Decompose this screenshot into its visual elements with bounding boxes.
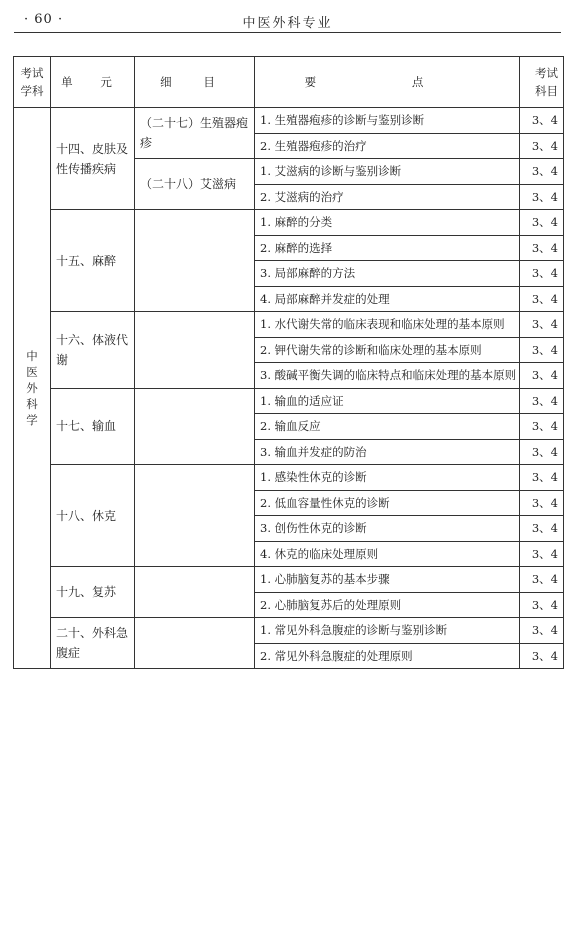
level-cell: 3、4 xyxy=(520,133,564,159)
point-cell: 4. 局部麻醉并发症的处理 xyxy=(255,286,520,312)
level-cell: 3、4 xyxy=(520,159,564,185)
level-cell: 3、4 xyxy=(520,516,564,542)
point-cell: 2. 钾代谢失常的诊断和临床处理的基本原则 xyxy=(255,337,520,363)
unit-cell: 十八、休克 xyxy=(51,465,135,567)
point-cell: 1. 麻醉的分类 xyxy=(255,210,520,236)
point-cell: 2. 常见外科急腹症的处理原则 xyxy=(255,643,520,669)
point-cell: 2. 麻醉的选择 xyxy=(255,235,520,261)
table-row xyxy=(14,312,564,338)
point-cell: 1. 输血的适应证 xyxy=(255,388,520,414)
point-cell: 1. 生殖器疱疹的诊断与鉴别诊断 xyxy=(255,108,520,134)
detail-cell xyxy=(135,388,255,465)
point-cell: 1. 常见外科急腹症的诊断与鉴别诊断 xyxy=(255,618,520,644)
point-cell: 2. 低血容量性休克的诊断 xyxy=(255,490,520,516)
level-cell: 3、4 xyxy=(520,363,564,389)
detail-cell: （二十七）生殖器疱疹 xyxy=(135,108,255,159)
level-cell: 3、4 xyxy=(520,388,564,414)
level-cell: 3、4 xyxy=(520,210,564,236)
unit-cell: 十六、体液代谢 xyxy=(51,312,135,389)
table-row xyxy=(14,465,564,491)
detail-cell xyxy=(135,618,255,669)
point-cell: 3. 局部麻醉的方法 xyxy=(255,261,520,287)
point-cell: 3. 酸碱平衡失调的临床特点和临床处理的基本原则 xyxy=(255,363,520,389)
unit-cell: 十九、复苏 xyxy=(51,567,135,618)
detail-cell: （二十八）艾滋病 xyxy=(135,159,255,210)
unit-cell: 十七、输血 xyxy=(51,388,135,465)
point-cell: 1. 感染性休克的诊断 xyxy=(255,465,520,491)
col-header-detail: 细 目 xyxy=(135,57,255,108)
table-row xyxy=(14,567,564,593)
table-header-row xyxy=(14,57,564,108)
level-cell: 3、4 xyxy=(520,618,564,644)
table-row xyxy=(14,210,564,236)
subject-cell xyxy=(14,108,51,669)
detail-cell xyxy=(135,465,255,567)
point-cell: 1. 艾滋病的诊断与鉴别诊断 xyxy=(255,159,520,185)
level-cell: 3、4 xyxy=(520,490,564,516)
syllabus-table xyxy=(13,56,564,669)
page-number: · 60 · xyxy=(24,12,64,27)
point-cell: 3. 输血并发症的防治 xyxy=(255,439,520,465)
detail-cell xyxy=(135,567,255,618)
point-cell: 3. 创伤性休克的诊断 xyxy=(255,516,520,542)
unit-cell: 二十、外科急腹症 xyxy=(51,618,135,669)
level-cell: 3、4 xyxy=(520,643,564,669)
unit-cell: 十四、皮肤及性传播疾病 xyxy=(51,108,135,210)
point-cell: 2. 输血反应 xyxy=(255,414,520,440)
col-header-subject: 考试学科 xyxy=(14,57,51,108)
col-header-points: 要 点 xyxy=(255,57,520,108)
level-cell: 3、4 xyxy=(520,414,564,440)
level-cell: 3、4 xyxy=(520,108,564,134)
level-cell: 3、4 xyxy=(520,312,564,338)
point-cell: 2. 心肺脑复苏后的处理原则 xyxy=(255,592,520,618)
table-row xyxy=(14,388,564,414)
detail-cell xyxy=(135,312,255,389)
point-cell: 2. 艾滋病的治疗 xyxy=(255,184,520,210)
page-header xyxy=(14,6,561,33)
level-cell: 3、4 xyxy=(520,439,564,465)
level-cell: 3、4 xyxy=(520,184,564,210)
level-cell: 3、4 xyxy=(520,567,564,593)
point-cell: 2. 生殖器疱疹的治疗 xyxy=(255,133,520,159)
level-cell: 3、4 xyxy=(520,261,564,287)
table-body xyxy=(14,108,564,669)
point-cell: 1. 水代谢失常的临床表现和临床处理的基本原则 xyxy=(255,312,520,338)
col-header-unit: 单 元 xyxy=(51,57,135,108)
col-header-level: 考试科目 xyxy=(520,57,564,108)
level-cell: 3、4 xyxy=(520,235,564,261)
point-cell: 4. 休克的临床处理原则 xyxy=(255,541,520,567)
level-cell: 3、4 xyxy=(520,286,564,312)
table-row xyxy=(14,618,564,644)
level-cell: 3、4 xyxy=(520,465,564,491)
level-cell: 3、4 xyxy=(520,592,564,618)
level-cell: 3、4 xyxy=(520,541,564,567)
point-cell: 1. 心肺脑复苏的基本步骤 xyxy=(255,567,520,593)
subject-label: 中医外科学 xyxy=(26,349,38,427)
running-title: 中医外科专业 xyxy=(242,16,333,31)
table-row xyxy=(14,108,564,134)
unit-cell: 十五、麻醉 xyxy=(51,210,135,312)
detail-cell xyxy=(135,210,255,312)
level-cell: 3、4 xyxy=(520,337,564,363)
